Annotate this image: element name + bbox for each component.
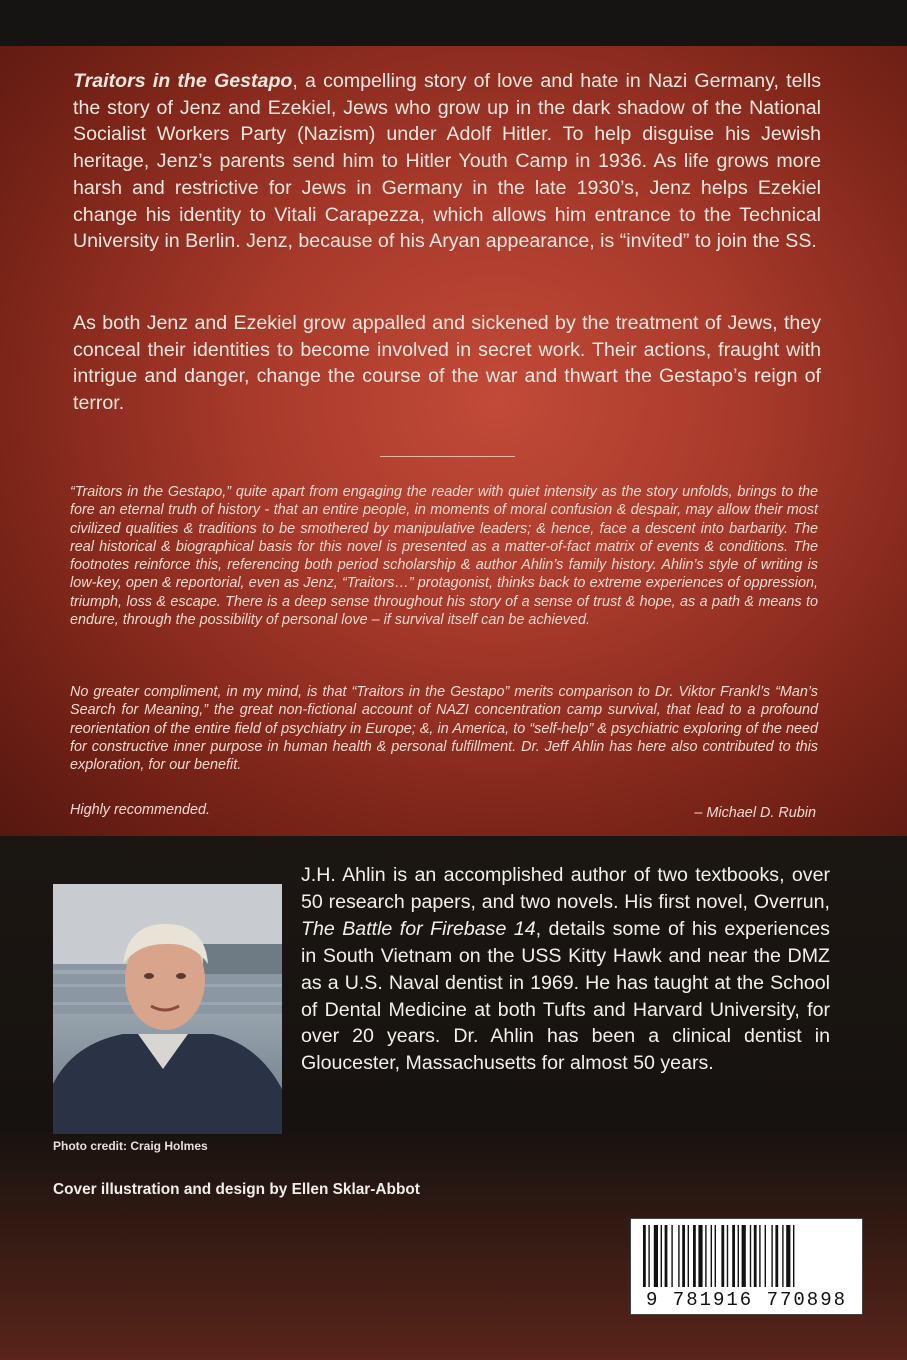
synopsis-paragraph-2: As both Jenz and Ezekiel grow appalled and sickened by the treatment of Jews, they conceal their identities to become involved in secret work. Their actions, fraught with intrigue and danger, change the course of the war and thwart the Gestapo’s reign of terror. — [73, 312, 821, 415]
cover-credit: Cover illustration and design by Ellen Sklar-Abbot — [53, 1181, 420, 1198]
synopsis-paragraph-1 — [73, 68, 821, 255]
barcode-bar — [754, 1225, 757, 1287]
barcode-bar — [705, 1225, 706, 1287]
review-recommendation: Highly recommended. — [70, 802, 210, 818]
barcode-bar — [732, 1225, 735, 1287]
top-band — [0, 0, 907, 46]
barcode-bar — [682, 1225, 685, 1287]
author-bio-text-2: , details some of his experiences in South Vietnam on the USS Kitty Hawk and near the DMZ as a U.S. Naval dentist in 1969. He has taught at the School of Dental Medicine at both Tufts and Harvard University, for over 20 years. Dr. Ahlin has been a clinical dentist in Gloucester, Massachusetts for almost 50 years. — [301, 917, 830, 1075]
author-photo — [53, 884, 282, 1134]
barcode-bar — [786, 1225, 790, 1287]
author-portrait-illustration — [53, 884, 282, 1134]
barcode-bar — [721, 1225, 724, 1287]
barcode-bar — [782, 1225, 783, 1287]
barcode-bar — [711, 1225, 712, 1287]
review-paragraph-2: No greater compliment, in my mind, is that “Traitors in the Gestapo” merits comparison to Dr. Viktor Frankl’s “Man’s Search for Meaning,” the great non-fictional account of NAZI concentration camp survival, that lead to a profound reorientation of the entire field of psychiatry in Europe; &, in America, to “self-help” & psychiatric exploring of the need for constructive inner purpose in human health & personal fulfillment. Dr. Jeff Ahlin has here also contributed to this exploration, for our benefit. — [70, 684, 818, 774]
barcode-bar — [661, 1225, 662, 1287]
barcode-bar — [671, 1225, 672, 1287]
barcode-bar — [654, 1225, 658, 1287]
barcode-bar — [765, 1225, 766, 1287]
review-paragraph-1: “Traitors in the Gestapo,” quite apart from engaging the reader with quiet intensity as the story unfolds, brings to the fore an eternal truth of history - that an entire people, in moments of moral confusion & despair, may allow their most civilized qualities & traditions to be smothered by manipulative leaders; & hence, face a descent into barbarity. The real historical & biographical basis for this novel is presented as a matter-of-fact matrix of events & conditions. The footnotes reinforce this, referencing both period scholarship & author Ahlin’s family history. Ahlin’s style of writing is low-key, open & reportorial, even as Jenz, “Traitors…” protagonist, thinks back to extreme experiences of oppression, triumph, loss & escape. There is a deep sense throughout his story of a sense of trust & hope, as a path & means to endure, through the possibility of personal love – if survival itself can be achieved. — [70, 484, 818, 629]
barcode-bar — [648, 1225, 649, 1287]
barcode-bar — [742, 1225, 746, 1287]
barcode-bar — [771, 1225, 772, 1287]
barcode-bar — [688, 1225, 689, 1287]
divider-line — [380, 456, 515, 457]
isbn-barcode — [630, 1218, 863, 1315]
barcode-bar — [793, 1225, 794, 1287]
review-signature: – Michael D. Rubin — [694, 805, 816, 821]
barcode-bar — [775, 1225, 778, 1287]
barcode-bar — [727, 1225, 728, 1287]
barcode-bar — [698, 1225, 702, 1287]
barcode-bar — [693, 1225, 696, 1287]
barcode-bar — [738, 1225, 739, 1287]
barcode-bar — [715, 1225, 716, 1287]
author-bio-text-1: J.H. Ahlin is an accomplished author of two textbooks, over 50 research papers, and two novels. His first novel, Overrun, — [301, 864, 830, 913]
isbn-number: 9 781916 770898 — [645, 1289, 848, 1311]
photo-credit: Photo credit: Craig Holmes — [53, 1139, 208, 1153]
book-title: Traitors in the Gestapo — [73, 70, 293, 92]
barcode-bar — [643, 1225, 646, 1287]
author-bio — [301, 862, 830, 1077]
barcode-bar — [759, 1225, 760, 1287]
barcode-bars — [631, 1219, 862, 1291]
synopsis-text-1: , a compelling story of love and hate in Nazi Germany, tells the story of Jenz and Ezekiel, Jews who grow up in the dark shadow of the National Socialist Workers Party (Nazism) under Adolf Hitler. To help disguise his Jewish heritage, Jenz’s parents send him to Hitler Youth Camp in 1936. As life grows more harsh and restrictive for Jews in Germany in the late 1930’s, Jenz helps Ezekiel change his identity to Vitali Carapezza, which allows him entrance to the Technical University in Berlin. Jenz, because of his Aryan appearance, is “invited” to join the SS. — [73, 70, 821, 253]
barcode-bar — [678, 1225, 679, 1287]
barcode-bar — [750, 1225, 751, 1287]
novel-subtitle: The Battle for Firebase 14 — [301, 917, 536, 940]
barcode-bar — [665, 1225, 668, 1287]
